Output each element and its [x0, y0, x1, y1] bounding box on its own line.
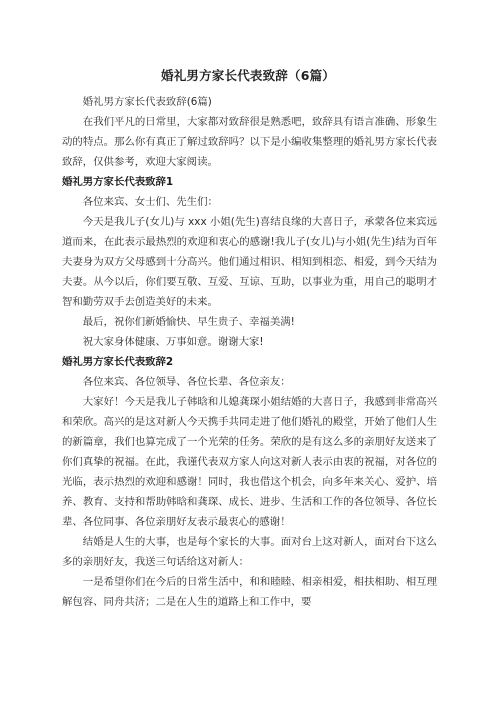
paragraph: 一是希望你们在今后的日常生活中，和和睦睦、相亲相爱，相扶相助、相互理解包容、同舟共济；二是在人生的道路上和工作中，要 — [62, 576, 437, 608]
paragraph: 大家好！今天是我儿子韩晗和儿媳龚琛小姐结婚的大喜日子，我感到非常高兴和荣欣。高兴的是这对新人今天携手共同走进了他们婚礼的殿堂，开始了他们人生的新篇章，我们也算完成了一个光荣的任务。荣欣的是有这么多的亲朋好友送来了你们真挚的祝福。在此，我谨代表双方家人向这对新人表示由衷的祝福，对各位的光临，表示热烈的欢迎和感谢！同时，我也借这个机会，向多年来关心、爱护、培养、教育、支持和帮助韩晗和龚琛、成长、进步、生活和工作的各位领导、各位长辈、各位同事、各位亲朋好友表示最衷心的感谢！ — [62, 396, 437, 528]
paragraph: 祝大家身体健康、万事如意。谢谢大家! — [82, 336, 264, 348]
paragraph: 各位来宾、女士们、先生们： — [82, 196, 218, 208]
paragraph: 今天是我儿子(女儿)与 xxx 小姐(先生)喜结良缘的大喜日子，承蒙各位来宾远道而来，在此表示最热烈的欢迎和衷心的感谢!我儿子(女儿)与小姐(先生)结为百年夫妻身为双方父母感到十分高兴。他们通过相识、相知到相恋、相爱，到今天结为夫妻。从今以后，你们要互敬、互爱、互谅、互助，以事业为重，用自己的聪明才智和勤劳双手去创造美好的未来。 — [62, 216, 437, 308]
paragraph: 各位来宾、各位领导、各位长辈、各位亲友： — [82, 376, 291, 388]
paragraph: 结婚是人生的大事，也是每个家长的大事。面对台上这对新人，面对台下这么多的亲朋好友，我送三句话给这对新人： — [62, 536, 437, 568]
paragraph: 在我们平凡的日常里，大家都对致辞很是熟悉吧，致辞具有语言准确、形象生动的特点。那么你有真正了解过致辞吗？以下是小编收集整理的婚礼男方家长代表致辞，仅供参考，欢迎大家阅读。 — [62, 116, 437, 168]
document-title: 婚礼男方家长代表致辞（6篇） — [161, 68, 335, 83]
section-heading: 婚礼男方家长代表致辞1 — [62, 176, 174, 188]
paragraph: 婚礼男方家长代表致辞(6篇) — [82, 96, 212, 108]
paragraph: 最后，祝你们新婚愉快、早生贵子、幸福美满! — [82, 316, 295, 328]
document-body — [62, 92, 437, 612]
section-heading: 婚礼男方家长代表致辞2 — [62, 356, 174, 368]
